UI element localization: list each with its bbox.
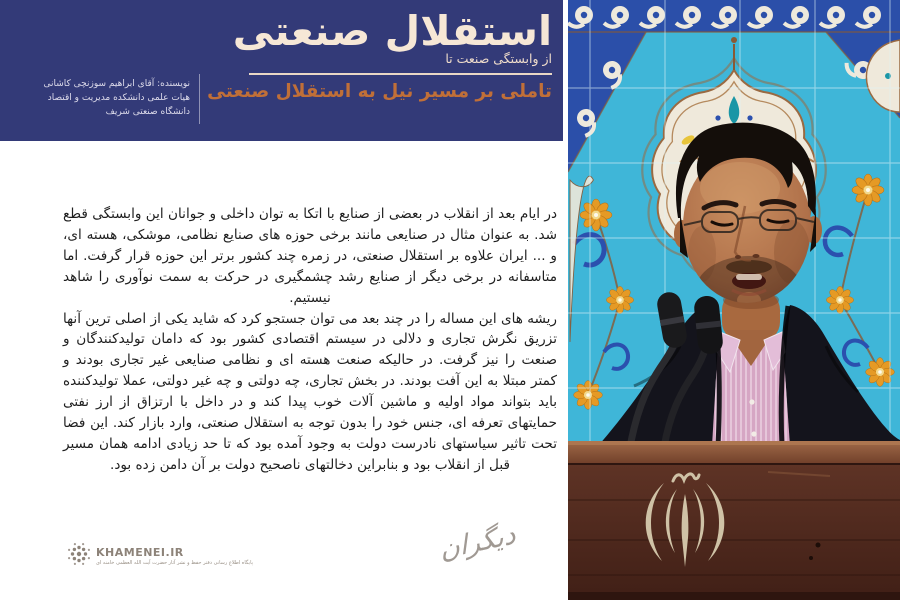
speaker-photo [568,0,900,600]
page-subtitle: تاملی بر مسیر نیل به استقلال صنعتی [207,81,552,103]
khamenei-ir-logo [66,541,253,571]
logo-subtext: پایگاه اطلاع رسانی دفتر حفظ و نشر آثار حضرت آیت الله العظمی خامنه ای [96,559,253,566]
logo-wordmark: KHAMENEI.IR [96,545,184,559]
author-block [30,74,200,124]
article-body [63,204,557,476]
author-university: دانشگاه صنعتی شریف [105,106,190,117]
header-banner [0,0,563,141]
paragraph-2: ریشه های این مساله را در چند بعد می توان جستجو کرد که شاید یکی از اصلی ترین آنها تزریق نگرش تجاری و دلالی در سیستم اقتصادی کشور بود که دامان تولیدکنندگان و صنعت را نیز گرفت. در حالیکه صنعت هسته ای و نظامی صنایعی غیر تجاری بودند و کمتر مبتلا به این آفت بودند. در بخش تجاری، چه دولتی و چه غیر دولتی، عملا تولیدکننده باید بتواند مواد اولیه و ماشین آلات خوب پیدا کند و در داخل با ارتزاق از ارز نفتی حمایتهای تعرفه ای، جنس خود را بدون توجه به استقلال صنعتی، وارد بازار کند. این فضا تحت تاثیر سیاستهای نادرست دولت به وجود آمده بود که تا حد زیادی ادامه همان مسیر قبل از انقلاب بود و بنابراین دخالتهای ناصحیح دولت بر آن دامن زده بود. [63,310,557,473]
page-title: استقلال صنعتی [232,7,552,55]
author-affiliation: هیات علمی دانشکده مدیریت و اقتصاد [47,93,190,104]
signature-calligraphy: دیگران [438,519,517,566]
page-title-kicker: از وابستگی صنعت تا [445,51,552,67]
rosette-logo-icon [66,541,92,571]
title-rule [249,73,552,75]
paragraph-1: در ایام بعد از انقلاب در بعضی از صنایع با اتکا به توان داخلی و جوانان این وابستگی قطع شد. به عنوان مثال در صنایعی مانند برخی حوزه های صنایع نظامی، موشکی، هسته ای، و ... ایران علاوه بر استقلال صنعتی، در زمره چند کشور برتر این حوزه قرار گرفت. اما متاسفانه در برخی دیگر از صنایع رشد چشمگیری در حرکت به سمت نوآوری را شاهد نیستیم. [63,206,557,306]
podium [568,441,900,600]
author-divider [199,74,200,124]
author-name: نویسنده: آقای ابراهیم سوزنچی کاشانی [43,79,190,90]
title-block [207,8,552,102]
